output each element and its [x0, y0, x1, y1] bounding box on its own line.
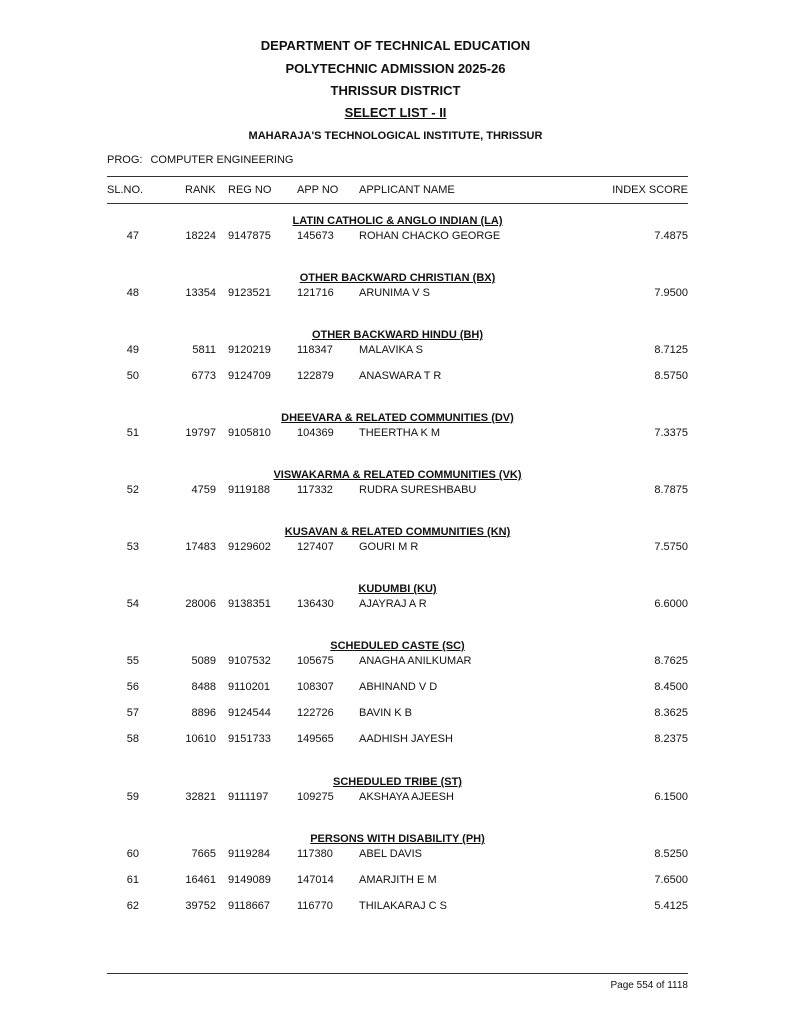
cell-name: ABEL DAVIS: [359, 848, 422, 860]
cell-app: 105675: [297, 655, 334, 667]
cell-name: THEERTHA K M: [359, 427, 441, 439]
cell-sl: 59: [126, 791, 139, 803]
cell-name: ANASWARA T R: [359, 370, 442, 382]
cell-score: 7.5750: [654, 541, 688, 553]
cell-app: 117380: [297, 848, 333, 860]
cell-reg: 9110201: [228, 681, 271, 693]
cell-score: 8.7125: [654, 344, 688, 356]
cell-sl: 57: [126, 707, 139, 719]
table-row: [0, 427, 791, 441]
cell-sl: 61: [126, 874, 139, 886]
cell-rank: 19797: [185, 427, 216, 439]
table-row: [0, 287, 791, 301]
cell-sl: 48: [126, 287, 139, 299]
category-heading: VISWAKARMA & RELATED COMMUNITIES (VK): [273, 469, 522, 481]
cell-sl: 62: [126, 900, 139, 912]
table-row: [0, 598, 791, 612]
cell-sl: 49: [126, 344, 139, 356]
cell-score: 5.4125: [654, 900, 688, 912]
cell-app: 122726: [297, 707, 334, 719]
table-row: [0, 655, 791, 669]
cell-name: RUDRA SURESHBABU: [359, 484, 477, 496]
cell-app: 149565: [297, 733, 334, 745]
table-row: [0, 230, 791, 244]
table-row: [0, 681, 791, 695]
cell-score: 8.7625: [654, 655, 688, 667]
cell-score: 7.9500: [654, 287, 688, 299]
cell-rank: 10610: [185, 733, 216, 745]
cell-score: 7.6500: [654, 874, 688, 886]
cell-reg: 9119284: [228, 848, 271, 860]
page-number: Page 554 of 1118: [610, 980, 688, 991]
cell-rank: 13354: [185, 287, 216, 299]
col-head-app: APP NO: [297, 184, 339, 196]
cell-reg: 9105810: [228, 427, 271, 439]
table-row: [0, 370, 791, 384]
col-head-reg: REG NO: [228, 184, 272, 196]
cell-name: MALAVIKA S: [359, 344, 423, 356]
cell-sl: 54: [126, 598, 139, 610]
table-row: [0, 900, 791, 914]
category-heading: SCHEDULED CASTE (SC): [330, 640, 465, 652]
cell-name: BAVIN K B: [359, 707, 412, 719]
cell-sl: 58: [126, 733, 139, 745]
cell-app: 121716: [297, 287, 334, 299]
cell-score: 7.4875: [654, 230, 688, 242]
table-row: [0, 707, 791, 721]
cell-app: 136430: [297, 598, 334, 610]
cell-rank: 16461: [185, 874, 216, 886]
cell-rank: 8488: [191, 681, 216, 693]
cell-score: 7.3375: [654, 427, 688, 439]
cell-name: AKSHAYA AJEESH: [359, 791, 454, 803]
category-heading: SCHEDULED TRIBE (ST): [333, 776, 462, 788]
cell-reg: 9120219: [228, 344, 271, 356]
cell-score: 6.1500: [654, 791, 688, 803]
category-heading: KUDUMBI (KU): [358, 583, 437, 595]
category-heading: LATIN CATHOLIC & ANGLO INDIAN (LA): [292, 215, 503, 227]
cell-reg: 9147875: [228, 230, 271, 242]
cell-app: 127407: [297, 541, 334, 553]
program-line: [107, 154, 293, 166]
cell-app: 122879: [297, 370, 334, 382]
cell-rank: 32821: [185, 791, 216, 803]
cell-rank: 28006: [185, 598, 216, 610]
cell-reg: 9119188: [228, 484, 271, 496]
table-top-rule: [107, 176, 688, 177]
cell-sl: 56: [126, 681, 139, 693]
cell-name: ARUNIMA V S: [359, 287, 430, 299]
cell-rank: 5089: [191, 655, 216, 667]
cell-reg: 9149089: [228, 874, 271, 886]
cell-sl: 55: [126, 655, 139, 667]
cell-sl: 50: [126, 370, 139, 382]
cell-app: 104369: [297, 427, 334, 439]
cell-app: 145673: [297, 230, 334, 242]
cell-rank: 5811: [192, 344, 216, 356]
cell-score: 8.7875: [654, 484, 688, 496]
table-row: [0, 874, 791, 888]
col-head-rank: RANK: [185, 184, 216, 196]
table-row: [0, 733, 791, 747]
table-header-rule: [107, 203, 688, 204]
admission-title: POLYTECHNIC ADMISSION 2025-26: [285, 61, 506, 76]
cell-sl: 51: [126, 427, 139, 439]
col-head-score: INDEX SCORE: [612, 184, 688, 196]
district-title: THRISSUR DISTRICT: [330, 83, 461, 98]
institute-name: MAHARAJA'S TECHNOLOGICAL INSTITUTE, THRISSUR: [248, 130, 543, 142]
cell-score: 8.2375: [654, 733, 688, 745]
cell-rank: 4759: [191, 484, 216, 496]
program-label: PROG:: [107, 154, 143, 166]
cell-name: AADHISH JAYESH: [359, 733, 453, 745]
category-heading: PERSONS WITH DISABILITY (PH): [310, 833, 485, 845]
table-row: [0, 484, 791, 498]
cell-name: THILAKARAJ C S: [359, 900, 448, 912]
cell-reg: 9124544: [228, 707, 271, 719]
department-title: DEPARTMENT OF TECHNICAL EDUCATION: [260, 38, 531, 53]
category-heading: OTHER BACKWARD HINDU (BH): [311, 329, 484, 341]
cell-score: 8.4500: [654, 681, 688, 693]
cell-rank: 7665: [191, 848, 216, 860]
cell-reg: 9151733: [228, 733, 271, 745]
cell-rank: 18224: [185, 230, 216, 242]
cell-reg: 9107532: [228, 655, 271, 667]
cell-rank: 39752: [185, 900, 216, 912]
cell-rank: 8896: [191, 707, 216, 719]
cell-name: GOURI M R: [359, 541, 419, 553]
cell-score: 8.3625: [654, 707, 688, 719]
cell-sl: 60: [126, 848, 139, 860]
cell-reg: 9129602: [228, 541, 271, 553]
category-heading: DHEEVARA & RELATED COMMUNITIES (DV): [281, 412, 514, 424]
cell-name: AJAYRAJ A R: [359, 598, 427, 610]
cell-name: AMARJITH E M: [359, 874, 437, 886]
cell-reg: 9111197: [228, 791, 269, 803]
cell-name: ABHINAND V D: [359, 681, 438, 693]
footer-rule: [107, 973, 688, 974]
cell-sl: 52: [126, 484, 139, 496]
cell-reg: 9138351: [228, 598, 271, 610]
cell-reg: 9124709: [228, 370, 271, 382]
cell-score: 8.5250: [654, 848, 688, 860]
cell-app: 117332: [297, 484, 333, 496]
cell-app: 108307: [297, 681, 334, 693]
cell-rank: 17483: [185, 541, 216, 553]
cell-app: 118347: [297, 344, 333, 356]
cell-name: ROHAN CHACKO GEORGE: [359, 230, 501, 242]
program-value: COMPUTER ENGINEERING: [150, 154, 294, 166]
table-row: [0, 344, 791, 358]
cell-app: 116770: [297, 900, 333, 912]
col-head-name: APPLICANT NAME: [359, 184, 455, 196]
table-row: [0, 791, 791, 805]
col-head-sl: SL.NO.: [107, 184, 144, 196]
cell-reg: 9118667: [228, 900, 271, 912]
cell-sl: 47: [126, 230, 139, 242]
table-row: [0, 848, 791, 862]
cell-sl: 53: [126, 541, 139, 553]
category-heading: OTHER BACKWARD CHRISTIAN (BX): [299, 272, 496, 284]
cell-app: 109275: [297, 791, 334, 803]
cell-rank: 6773: [191, 370, 216, 382]
cell-name: ANAGHA ANILKUMAR: [359, 655, 472, 667]
cell-reg: 9123521: [228, 287, 271, 299]
cell-score: 6.6000: [654, 598, 688, 610]
cell-score: 8.5750: [654, 370, 688, 382]
select-list-title: SELECT LIST - II: [344, 105, 447, 120]
table-row: [0, 541, 791, 555]
category-heading: KUSAVAN & RELATED COMMUNITIES (KN): [284, 526, 511, 538]
cell-app: 147014: [297, 874, 334, 886]
